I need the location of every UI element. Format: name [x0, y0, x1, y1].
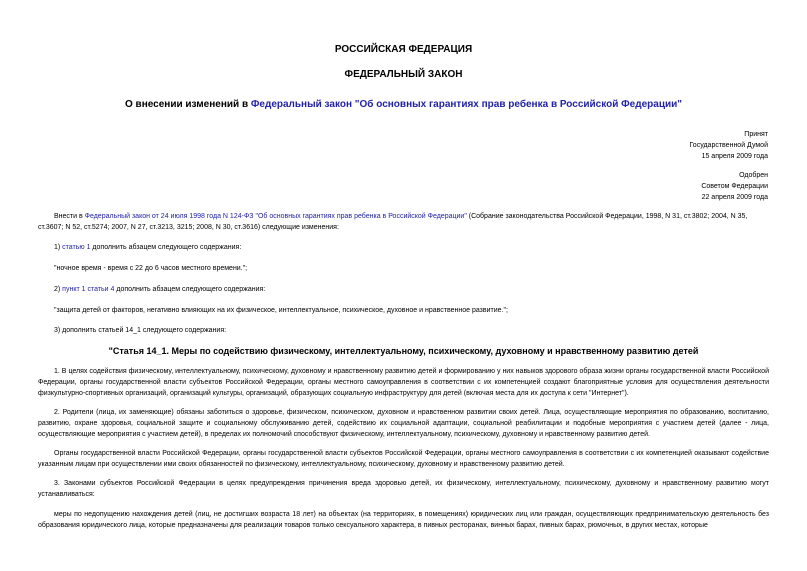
intro-rest: (Собрание законодательства Российской Федерации, 1998, N 31, ст.3802; 2004, N 35, ст.3607; N 52, ст.5274; 2007, N 27, ст.3213, 3215; 2008, N 30, ст.3616) следующие изменения: [38, 213, 748, 231]
article-1-link[interactable]: статью 1 [62, 244, 91, 251]
document-subtitle [0, 99, 807, 110]
approval-line-3: 22 апреля 2009 года [701, 194, 768, 201]
intro-prefix: Внести в [54, 213, 85, 220]
article-paragraph-5: меры по недопущению нахождения детей (лиц, не достигших возраста 18 лет) на объектах (на территориях, в помещениях) юридических лиц или граждан, осуществляющих предпринимательскую деятельность без образования юридического лица, которые предназначены для реализации товаров только сексуального характера, в пивных ресторанах, винных барах, пивных барах, рюмочных, в других местах, которые [38, 511, 769, 529]
approval-block [701, 170, 768, 203]
intro-paragraph [38, 211, 769, 233]
article-paragraph-4: 3. Законами субъектов Российской Федерации в целях предупреждения причинения вреда здоровью детей, их физическому, интеллектуальному, психическому, духовному и нравственному развитию могут устанавливаться: [38, 480, 769, 498]
item-2-text: "защита детей от факторов, негативно влияющих на их физическое, интеллектуальное, психическое, духовное и нравственное развитие."; [54, 307, 508, 314]
article-4-link[interactable]: пункт 1 статьи 4 [62, 286, 115, 293]
adoption-block [689, 129, 768, 162]
item-2: 2) пункт 1 статьи 4 дополнить абзацем следующего содержания: [54, 286, 266, 293]
adoption-line-1: Принят [744, 131, 768, 138]
article-paragraph-2: 2. Родители (лица, их заменяющие) обязаны заботиться о здоровье, физическом, психическом, духовном и нравственном развитии своих детей. Лица, осуществляющие мероприятия по образованию, воспитанию, развитию, охране здоровья, социальной защите и социальному обслуживанию детей, содействию их социальной адаптации, социальной реабилитации и подобные мероприятия с участием детей (далее - лица, осуществляющие мероприятия с участием детей), в пределах их полномочий способствуют физическому, интеллектуальному, психическому, духовному и нравственному развитию детей. [38, 409, 769, 438]
document-heading-country: РОССИЙСКАЯ ФЕДЕРАЦИЯ [334, 44, 473, 55]
law-title-link[interactable]: "Об основных гарантиях прав ребенка в Российской Федерации" [255, 213, 467, 220]
article-paragraph-3: Органы государственной власти Российской Федерации, органы государственной власти субъектов Российской Федерации, органы местного самоуправления в соответствии с их компетенцией оказывают содействие указанным лицам при осуществлении ими своих обязанностей по физическому, интеллектуальному, психическому, духовному и нравственному развитию детей. [38, 450, 769, 468]
approval-line-1: Одобрен [739, 172, 768, 179]
item-3: 3) дополнить статьей 14_1 следующего содержания: [54, 327, 227, 334]
item-1-text: "ночное время - время с 22 до 6 часов местного времени."; [54, 265, 248, 272]
article-paragraph-1: 1. В целях содействия физическому, интеллектуальному, психическому, духовному и нравственному развитию детей и формированию у них навыков здорового образа жизни органы государственной власти Российской Федерации, органы государственной власти субъектов Российской Федерации, органы местного самоуправления в соответствии с их компетенцией создают благоприятные условия для осуществления деятельности физкультурно-спортивных организаций, организаций культуры, организаций, образующих социальную инфраструктуру для детей (включая места для их доступа к сети "Интернет"). [38, 368, 769, 397]
article-14-1-title: "Статья 14_1. Меры по содействию физическому, интеллектуальному, психическому, духовному и нравственному развитию детей [108, 346, 699, 356]
approval-line-2: Советом Федерации [701, 183, 768, 190]
law-date-link[interactable]: Федеральный закон от 24 июля 1998 года N 124-ФЗ [84, 213, 254, 220]
adoption-line-2: Государственной Думой [689, 142, 768, 149]
adoption-line-3: 15 апреля 2009 года [701, 153, 768, 160]
document-heading-type: ФЕДЕРАЛЬНЫЙ ЗАКОН [344, 69, 463, 80]
item-1: 1) статью 1 дополнить абзацем следующего содержания: [54, 244, 242, 251]
subtitle-prefix: О внесении изменений в [124, 99, 251, 110]
subtitle-law-link[interactable]: Федеральный закон "Об основных гарантиях прав ребенка в Российской Федерации" [250, 99, 683, 110]
